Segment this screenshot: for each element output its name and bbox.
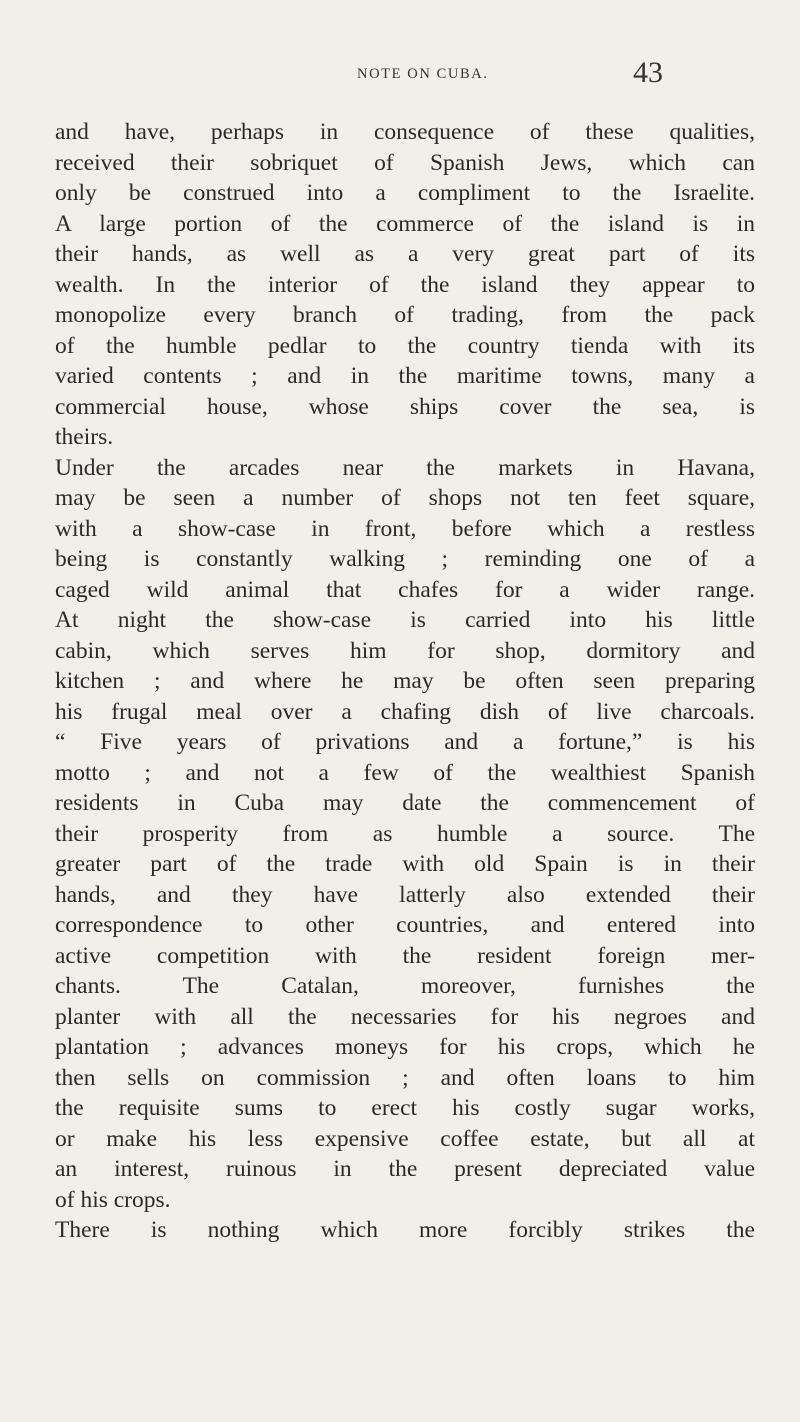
text-line: motto ; and not a few of the wealthiest Spanish [55, 759, 755, 786]
text-line: Under the arcades near the markets in Havana, [55, 454, 755, 481]
text-line: and have, perhaps in consequence of these qualities, [55, 119, 755, 145]
text-line: their prosperity from as humble a source. The [55, 820, 755, 847]
text-line: residents in Cuba may date the commencement of [55, 790, 755, 816]
text-line: chants. The Catalan, moreover, furnishes the [55, 973, 755, 999]
text-line: There is nothing which more forcibly strikes the [55, 1217, 755, 1243]
text-line: of the humble pedlar to the country tienda with its [55, 332, 755, 359]
page-number: 43 [633, 56, 663, 89]
text-line: his frugal meal over a chafing dish of live charcoals. [55, 698, 755, 725]
text-line: or make his less expensive coffee estate, but all at [55, 1125, 755, 1152]
text-line: varied contents ; and in the maritime towns, many a [55, 363, 755, 389]
text-line: the requisite sums to erect his costly sugar works, [55, 1095, 755, 1121]
text-line: being is constantly walking ; reminding one of a [55, 546, 755, 572]
running-head [0, 56, 800, 104]
text-line: “ Five years of privations and a fortune,” is his [55, 729, 755, 755]
text-line: wealth. In the interior of the island they appear to [55, 271, 755, 298]
text-line: commercial house, whose ships cover the sea, is [55, 393, 755, 420]
text-line: A large portion of the commerce of the island is in [55, 210, 755, 237]
text-line: their hands, as well as a very great part of its [55, 241, 755, 267]
text-line: planter with all the necessaries for his negroes and [55, 1003, 755, 1030]
text-line: monopolize every branch of trading, from the pack [55, 302, 755, 328]
text-line: received their sobriquet of Spanish Jews, which can [55, 149, 755, 176]
text-line: theirs. [55, 424, 114, 450]
text-line: active competition with the resident foreign mer- [55, 942, 755, 969]
running-title: NOTE ON CUBA. [357, 66, 489, 82]
text-line: caged wild animal that chafes for a wider range. [55, 576, 755, 603]
text-line: kitchen ; and where he may be often seen preparing [55, 668, 755, 694]
text-line: an interest, ruinous in the present depreciated value [55, 1156, 755, 1182]
text-line: cabin, which serves him for shop, dormitory and [55, 637, 755, 664]
body-text [55, 117, 755, 1246]
text-line: may be seen a number of shops not ten feet square, [55, 485, 755, 511]
text-line: plantation ; advances moneys for his crops, which he [55, 1034, 755, 1060]
text-line: of his crops. [55, 1186, 171, 1213]
text-line: only be construed into a compliment to the Israelite. [55, 180, 755, 206]
text-line: correspondence to other countries, and entered into [55, 912, 755, 938]
text-line: with a show-case in front, before which a restless [55, 515, 755, 542]
text-line: hands, and they have latterly also extended their [55, 881, 755, 908]
text-line: greater part of the trade with old Spain is in their [55, 851, 755, 877]
text-line: then sells on commission ; and often loans to him [55, 1064, 755, 1091]
text-line: At night the show-case is carried into his little [55, 607, 755, 633]
